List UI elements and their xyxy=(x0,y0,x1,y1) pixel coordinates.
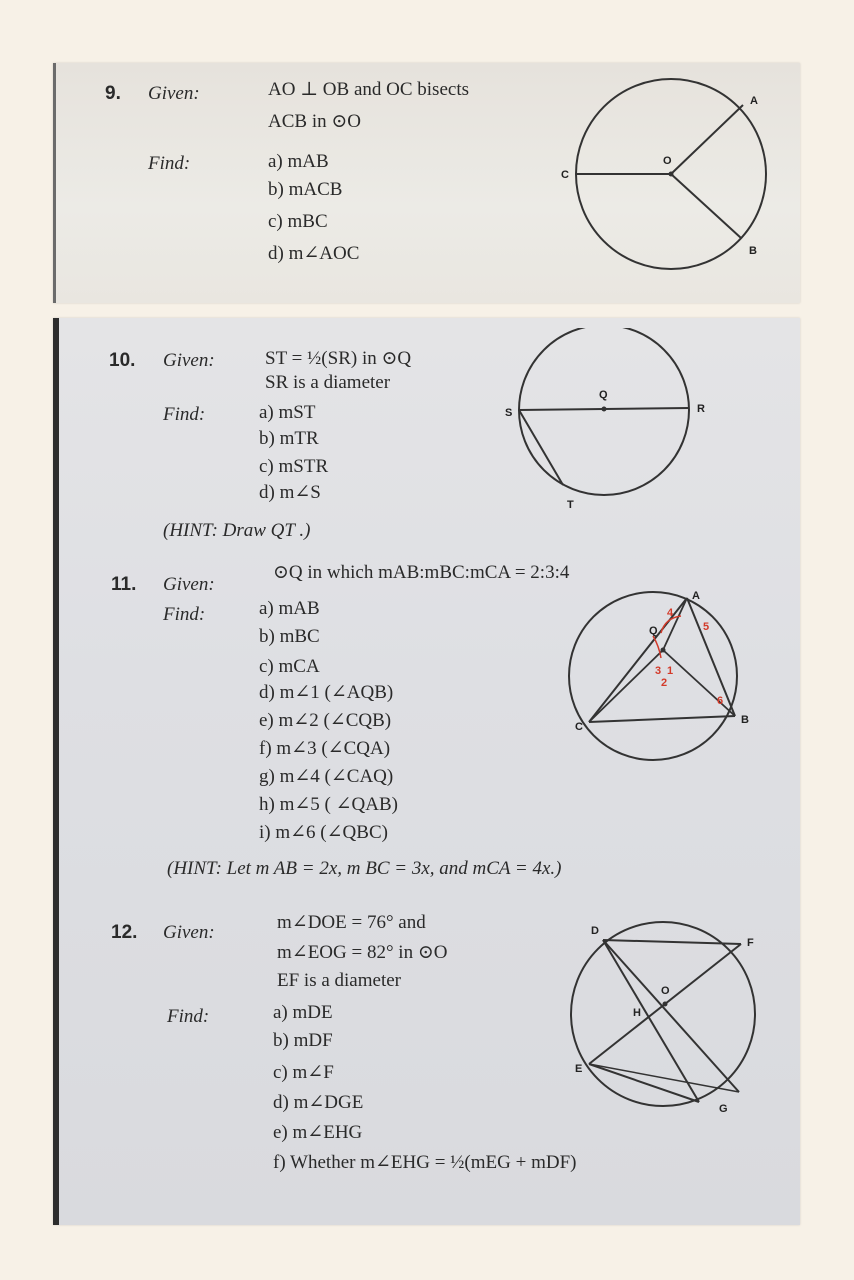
problem-12-number: 12. xyxy=(111,922,138,943)
p10-label-r: R xyxy=(697,403,705,415)
p10-label-s: S xyxy=(505,407,513,419)
problem-9-find-label: Find: xyxy=(148,153,191,174)
p11-angle-4: 4 xyxy=(667,607,674,619)
problem-11-find-a: a) mAB xyxy=(259,598,320,619)
problem-11-find-e: e) m∠2 (∠CQB) xyxy=(259,710,392,731)
problem-10-find-b: b) mTR xyxy=(259,428,319,449)
p9-label-a: A xyxy=(750,95,758,107)
p12-label-g: G xyxy=(719,1103,728,1115)
p12-label-o: O xyxy=(661,985,670,997)
worksheet-photo-top xyxy=(53,63,800,303)
problem-9-find-c: c) mBC xyxy=(268,211,328,232)
problem-11-find-g: g) m∠4 (∠CAQ) xyxy=(259,766,394,787)
problem-10-given-line-1: ST = ½(SR) in ⊙Q xyxy=(265,348,412,369)
problem-12-given-line-2: m∠EOG = 82° in ⊙O xyxy=(277,942,448,963)
problem-10-given-label: Given: xyxy=(163,350,215,371)
problem-9-given-line-1: AO ⊥ OB and OC bisects xyxy=(268,79,469,100)
problem-10-find-d: d) m∠S xyxy=(259,482,321,503)
problem-11-hint: (HINT: Let m AB = 2x, m BC = 3x, and mCA = 4x.) xyxy=(167,858,562,879)
p9-label-b: B xyxy=(749,245,757,257)
p11-angle-6: 6 xyxy=(717,695,724,707)
problem-12-find-b: b) mDF xyxy=(273,1030,333,1051)
problem-12-circle-diagram xyxy=(559,914,779,1124)
problem-9-find-a: a) mAB xyxy=(268,151,329,172)
problem-11-find-c: c) mCA xyxy=(259,656,320,677)
problem-9-circle-diagram xyxy=(553,71,793,296)
problem-12-given-line-1: m∠DOE = 76° and xyxy=(277,912,426,933)
problem-9-find-b: b) mACB xyxy=(268,179,343,200)
p12-label-e: E xyxy=(575,1063,583,1075)
problem-10-find-label: Find: xyxy=(163,404,206,425)
p11-label-a: A xyxy=(692,590,700,602)
problem-9-given-line-2: ACB in ⊙O xyxy=(268,111,361,132)
p11-angle-2: 2 xyxy=(661,677,668,689)
p12-label-h: H xyxy=(633,1007,641,1019)
problem-9-given-label: Given: xyxy=(148,83,200,104)
problem-12-given-label: Given: xyxy=(163,922,215,943)
problem-10-circle-diagram xyxy=(499,328,749,518)
p11-label-q: Q xyxy=(649,625,658,637)
p11-angle-5: 5 xyxy=(703,621,710,633)
problem-10-hint: (HINT: Draw QT .) xyxy=(163,520,311,541)
p9-label-c: C xyxy=(561,169,569,181)
problem-11-find-d: d) m∠1 (∠AQB) xyxy=(259,682,394,703)
problem-11-circle-diagram xyxy=(529,588,769,763)
p9-label-o: O xyxy=(663,155,672,167)
problem-12-given-line-3: EF is a diameter xyxy=(277,970,401,991)
problem-12-find-label: Find: xyxy=(167,1006,210,1027)
p11-angle-1: 1 xyxy=(667,665,674,677)
problem-10-find-a: a) mST xyxy=(259,402,316,423)
problem-11-find-h: h) m∠5 ( ∠QAB) xyxy=(259,794,398,815)
p11-label-c: C xyxy=(575,721,583,733)
worksheet-photo-bottom xyxy=(53,318,800,1225)
p12-label-d: D xyxy=(591,925,599,937)
problem-10-number: 10. xyxy=(109,350,136,371)
problem-12-find-e: e) m∠EHG xyxy=(273,1122,363,1143)
problem-12-find-f: f) Whether m∠EHG = ½(mEG + mDF) xyxy=(273,1152,577,1173)
p10-label-q: Q xyxy=(599,389,608,401)
problem-11-find-i: i) m∠6 (∠QBC) xyxy=(259,822,388,843)
problem-11-find-f: f) m∠3 (∠CQA) xyxy=(259,738,391,759)
p10-label-t: T xyxy=(567,499,574,511)
p11-angle-3: 3 xyxy=(655,665,662,677)
problem-12-find-c: c) m∠F xyxy=(273,1062,334,1083)
problem-11-find-b: b) mBC xyxy=(259,626,320,647)
problem-10-find-c: c) mSTR xyxy=(259,456,329,477)
problem-10-given-line-2: SR is a diameter xyxy=(265,372,391,393)
problem-12-find-a: a) mDE xyxy=(273,1002,333,1023)
p12-label-f: F xyxy=(747,937,754,949)
problem-11-number: 11. xyxy=(111,574,137,595)
problem-9-find-d: d) m∠AOC xyxy=(268,243,360,264)
problem-9-number: 9. xyxy=(105,83,121,104)
problem-12-find-d: d) m∠DGE xyxy=(273,1092,364,1113)
problem-11-given-label: Given: xyxy=(163,574,215,595)
problem-11-find-label: Find: xyxy=(163,604,206,625)
problem-11-given-line-1: ⊙Q in which mAB:mBC:mCA = 2:3:4 xyxy=(273,562,570,583)
p11-label-b: B xyxy=(741,714,749,726)
